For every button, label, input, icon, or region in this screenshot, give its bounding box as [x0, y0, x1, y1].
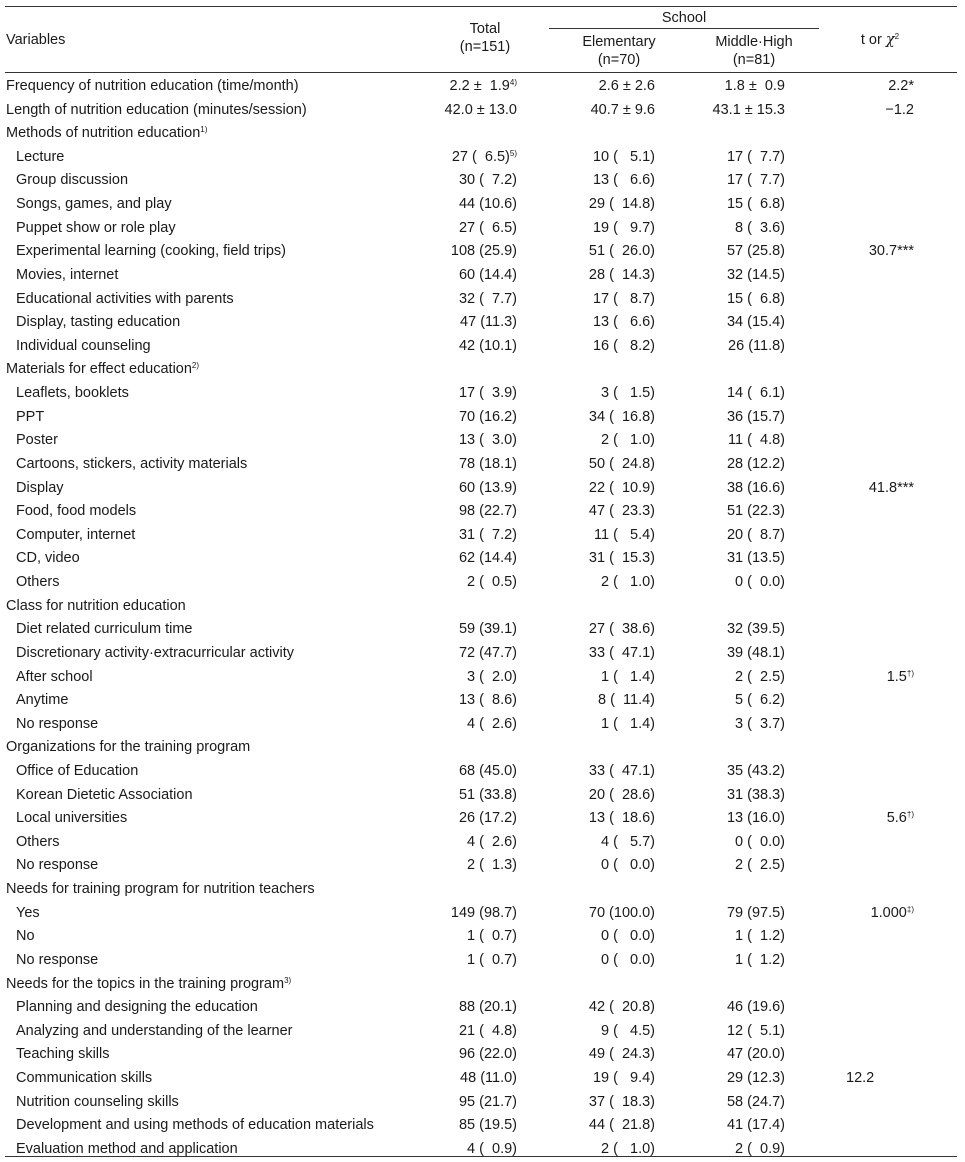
- row-label: Length of nutrition education (minutes/session): [6, 102, 307, 118]
- cell-middle-high: 34 (15.4): [726, 314, 785, 330]
- cell-middle-high: 3 ( 3.7): [735, 716, 785, 732]
- cell-middle-high: 32 (39.5): [726, 621, 785, 637]
- cell-total: 70 (16.2): [458, 409, 517, 425]
- top-rule: [5, 6, 957, 7]
- row-label: No response: [16, 857, 99, 873]
- table-row: [0, 833, 965, 851]
- table-row: [0, 384, 965, 402]
- cell-total: 62 (14.4): [458, 550, 517, 566]
- cell-total: 48 (11.0): [460, 1070, 517, 1086]
- row-label: Methods of nutrition education$^{1)}$: [6, 125, 208, 141]
- row-label: No: [16, 928, 35, 944]
- table-row: [0, 1022, 965, 1040]
- cell-total: 98 (22.7): [458, 503, 517, 519]
- header-stat: [830, 31, 930, 49]
- cell-middle-high: 1.8 ± 0.9: [724, 78, 785, 94]
- table-row: [0, 242, 965, 260]
- row-label: Needs for the topics in the training program$^{3)}$: [6, 976, 292, 992]
- cell-total: 60 (13.9): [458, 480, 517, 496]
- cell-middle-high: 46 (19.6): [726, 999, 785, 1015]
- cell-total: 2 ( 0.5): [467, 574, 517, 590]
- cell-middle-high: 29 (12.3): [726, 1070, 785, 1086]
- table-row: [0, 856, 965, 874]
- table-row: [0, 951, 965, 969]
- row-label: After school: [16, 669, 93, 685]
- cell-total: 13 ( 3.0): [458, 432, 517, 448]
- row-label: Group discussion: [16, 172, 129, 188]
- header-variables: Variables: [6, 32, 66, 48]
- row-label: Local universities: [16, 810, 128, 826]
- cell-total: 78 (18.1): [458, 456, 517, 472]
- row-label: Leaflets, booklets: [16, 385, 129, 401]
- cell-middle-high: 51 (22.3): [726, 503, 785, 519]
- table-row: [0, 927, 965, 945]
- cell-middle-high: 39 (48.1): [726, 645, 785, 661]
- table-row: [0, 644, 965, 662]
- cell-total: 72 (47.7): [458, 645, 517, 661]
- cell-middle-high: 31 (13.5): [726, 550, 785, 566]
- header-stat-sup: 2: [894, 32, 900, 41]
- cell-elementary: 50 ( 24.8): [588, 456, 655, 472]
- row-label: Songs, games, and play: [16, 196, 172, 212]
- header-middle-high: Middle·High: [715, 34, 793, 50]
- cell-total: 27 ( 6.5)$^{5)}$: [451, 149, 517, 165]
- table-row: [0, 195, 965, 213]
- cell-total: 44 (10.6): [458, 196, 517, 212]
- cell-middle-high: 20 ( 8.7): [726, 527, 785, 543]
- row-label: Experimental learning (cooking, field trips): [16, 243, 286, 259]
- row-label: Office of Education: [16, 763, 139, 779]
- cell-middle-high: 13 (16.0): [726, 810, 785, 826]
- cell-total: 26 (17.2): [458, 810, 517, 826]
- cell-total: 4 ( 0.9): [467, 1141, 517, 1157]
- cell-middle-high: 31 (38.3): [726, 787, 785, 803]
- label-footnote-marker: 1): [200, 125, 208, 134]
- cell-middle-high: 15 ( 6.8): [726, 291, 785, 307]
- cell-elementary: 17 ( 8.7): [592, 291, 655, 307]
- row-label: CD, video: [16, 550, 80, 566]
- cell-total: 2.2 ± 1.9$^{4)}$: [449, 78, 517, 94]
- cell-middle-high: 1 ( 1.2): [735, 952, 785, 968]
- header-stat-chi: χ: [885, 32, 895, 48]
- cell-middle-high: 12 ( 5.1): [726, 1023, 785, 1039]
- header-total-n: (n=151): [459, 39, 511, 55]
- cell-elementary: 51 ( 26.0): [588, 243, 655, 259]
- cell-total: 42.0 ± 13.0: [444, 102, 517, 118]
- cell-total: 17 ( 3.9): [458, 385, 517, 401]
- section-row: [0, 597, 965, 615]
- cell-elementary: 13 ( 6.6): [592, 314, 655, 330]
- row-label: Needs for training program for nutrition teachers: [6, 881, 315, 897]
- cell-elementary: 8 ( 11.4): [598, 692, 655, 708]
- row-label: Communication skills: [16, 1070, 153, 1086]
- cell-elementary: 40.7 ± 9.6: [590, 102, 655, 118]
- cell-elementary: 1 ( 1.4): [601, 669, 655, 685]
- stat-footnote-marker: †): [906, 669, 914, 678]
- label-footnote-marker: 2): [191, 361, 200, 370]
- table-row: [0, 171, 965, 189]
- cell-statistic: 1.000‡): [870, 905, 914, 921]
- row-label: Materials for effect education$^{2)}$: [6, 361, 200, 377]
- row-label: Development and using methods of education materials: [16, 1117, 374, 1133]
- table-row: [0, 620, 965, 638]
- cell-elementary: 3 ( 1.5): [601, 385, 655, 401]
- table-row: [0, 1069, 965, 1087]
- cell-elementary: 20 ( 28.6): [588, 787, 655, 803]
- table-row: [0, 904, 965, 922]
- cell-middle-high: 38 (16.6): [726, 480, 785, 496]
- section-row: [0, 77, 965, 95]
- cell-elementary: 16 ( 8.2): [592, 338, 655, 354]
- cell-middle-high: 57 (25.8): [726, 243, 785, 259]
- cell-elementary: 13 ( 18.6): [588, 810, 655, 826]
- cell-total: 32 ( 7.7): [458, 291, 517, 307]
- row-label: Yes: [16, 905, 40, 921]
- table-row: [0, 526, 965, 544]
- cell-elementary: 22 ( 10.9): [588, 480, 655, 496]
- cell-statistic: 30.7***: [868, 243, 914, 259]
- cell-elementary: 31 ( 15.3): [588, 550, 655, 566]
- cell-middle-high: 1 ( 1.2): [735, 928, 785, 944]
- cell-elementary: 19 ( 9.4): [592, 1070, 655, 1086]
- cell-statistic: 5.6†): [886, 810, 914, 826]
- cell-middle-high: 17 ( 7.7): [726, 149, 785, 165]
- cell-elementary: 44 ( 21.8): [588, 1117, 655, 1133]
- row-label: Lecture: [16, 149, 65, 165]
- cell-middle-high: 2 ( 2.5): [735, 669, 785, 685]
- cell-total: 1 ( 0.7): [467, 928, 517, 944]
- table-row: [0, 573, 965, 591]
- row-label: Nutrition counseling skills: [16, 1094, 179, 1110]
- cell-middle-high: 43.1 ± 15.3: [712, 102, 785, 118]
- cell-middle-high: 28 (12.2): [726, 456, 785, 472]
- table-row: [0, 455, 965, 473]
- cell-total: 27 ( 6.5): [458, 220, 517, 236]
- cell-statistic: 12.2: [846, 1070, 875, 1086]
- row-label: Educational activities with parents: [16, 291, 234, 307]
- label-footnote-marker: 3): [284, 976, 292, 985]
- cell-elementary: 13 ( 6.6): [592, 172, 655, 188]
- cell-elementary: 11 ( 5.4): [594, 527, 655, 543]
- school-span-rule: [549, 28, 819, 29]
- table-row: [0, 786, 965, 804]
- section-row: [0, 360, 965, 378]
- table-row: [0, 1045, 965, 1063]
- cell-middle-high: 79 (97.5): [726, 905, 785, 921]
- cell-middle-high: 0 ( 0.0): [735, 574, 785, 590]
- table-row: [0, 549, 965, 567]
- section-row: [0, 738, 965, 756]
- table-row: [0, 502, 965, 520]
- cell-statistic: −1.2: [885, 102, 914, 118]
- total-footnote-marker: 4): [509, 78, 517, 87]
- row-label: Korean Dietetic Association: [16, 787, 193, 803]
- table-row: [0, 479, 965, 497]
- row-label: PPT: [16, 409, 45, 425]
- row-label: Organizations for the training program: [6, 739, 251, 755]
- cell-elementary: 33 ( 47.1): [588, 645, 655, 661]
- cell-elementary: 34 ( 16.8): [588, 409, 655, 425]
- row-label: No response: [16, 952, 99, 968]
- table-row: [0, 668, 965, 686]
- cell-middle-high: 36 (15.7): [726, 409, 785, 425]
- row-label: Class for nutrition education: [6, 598, 186, 614]
- table-row: [0, 691, 965, 709]
- cell-elementary: 2 ( 1.0): [601, 432, 655, 448]
- cell-middle-high: 32 (14.5): [726, 267, 785, 283]
- cell-total: 96 (22.0): [458, 1046, 517, 1062]
- row-label: Computer, internet: [16, 527, 136, 543]
- cell-elementary: 9 ( 4.5): [601, 1023, 655, 1039]
- cell-middle-high: 58 (24.7): [726, 1094, 785, 1110]
- table-row: [0, 1093, 965, 1111]
- cell-total: 42 (10.1): [458, 338, 517, 354]
- row-label: Individual counseling: [16, 338, 151, 354]
- cell-elementary: 2 ( 1.0): [601, 574, 655, 590]
- cell-total: 3 ( 2.0): [467, 669, 517, 685]
- cell-elementary: 2.6 ± 2.6: [598, 78, 655, 94]
- cell-middle-high: 14 ( 6.1): [726, 385, 785, 401]
- cell-middle-high: 5 ( 6.2): [735, 692, 785, 708]
- header-bottom-rule: [5, 72, 957, 73]
- cell-total: 88 (20.1): [458, 999, 517, 1015]
- table-row: [0, 219, 965, 237]
- table-row: [0, 266, 965, 284]
- row-label: Display, tasting education: [16, 314, 181, 330]
- cell-elementary: 37 ( 18.3): [588, 1094, 655, 1110]
- cell-total: 51 (33.8): [458, 787, 517, 803]
- row-label: Others: [16, 834, 60, 850]
- header-middle-high-n: (n=81): [732, 52, 776, 68]
- cell-total: 85 (19.5): [458, 1117, 517, 1133]
- cell-total: 108 (25.9): [450, 243, 517, 259]
- cell-total: 149 (98.7): [450, 905, 517, 921]
- cell-total: 4 ( 2.6): [467, 716, 517, 732]
- table-row: [0, 1116, 965, 1134]
- table-row: [0, 313, 965, 331]
- row-label: Frequency of nutrition education (time/month): [6, 78, 299, 94]
- row-label: Teaching skills: [16, 1046, 110, 1062]
- cell-elementary: 33 ( 47.1): [588, 763, 655, 779]
- cell-statistic: 41.8***: [868, 480, 914, 496]
- table-row: [0, 762, 965, 780]
- table-row: [0, 148, 965, 166]
- header-elementary: Elementary: [582, 34, 656, 50]
- row-label: Poster: [16, 432, 58, 448]
- cell-middle-high: 2 ( 0.9): [735, 1141, 785, 1157]
- cell-elementary: 70 (100.0): [588, 905, 655, 921]
- cell-statistic: 2.2*: [888, 78, 914, 94]
- cell-total: 21 ( 4.8): [458, 1023, 517, 1039]
- cell-total: 13 ( 8.6): [458, 692, 517, 708]
- table-row: [0, 337, 965, 355]
- header-total: Total: [469, 21, 501, 37]
- cell-elementary: 49 ( 24.3): [588, 1046, 655, 1062]
- cell-total: 47 (11.3): [460, 314, 517, 330]
- cell-middle-high: 2 ( 2.5): [735, 857, 785, 873]
- section-row: [0, 124, 965, 142]
- cell-statistic: 1.5†): [886, 669, 914, 685]
- row-label: Puppet show or role play: [16, 220, 176, 236]
- cell-total: 30 ( 7.2): [458, 172, 517, 188]
- cell-total: 1 ( 0.7): [467, 952, 517, 968]
- table-row: [0, 290, 965, 308]
- cell-middle-high: 8 ( 3.6): [735, 220, 785, 236]
- cell-elementary: 0 ( 0.0): [601, 857, 655, 873]
- cell-middle-high: 0 ( 0.0): [735, 834, 785, 850]
- stat-footnote-marker: †): [906, 810, 914, 819]
- cell-elementary: 0 ( 0.0): [601, 952, 655, 968]
- row-label: Movies, internet: [16, 267, 119, 283]
- row-label: Planning and designing the education: [16, 999, 258, 1015]
- stat-footnote-marker: ‡): [906, 905, 914, 914]
- cell-elementary: 29 ( 14.8): [588, 196, 655, 212]
- row-label: Diet related curriculum time: [16, 621, 193, 637]
- header-elementary-n: (n=70): [597, 52, 641, 68]
- cell-total: 68 (45.0): [458, 763, 517, 779]
- cell-elementary: 27 ( 38.6): [588, 621, 655, 637]
- row-label: Food, food models: [16, 503, 137, 519]
- cell-middle-high: 15 ( 6.8): [726, 196, 785, 212]
- cell-middle-high: 11 ( 4.8): [728, 432, 785, 448]
- total-footnote-marker: 5): [509, 149, 517, 158]
- row-label: Display: [16, 480, 64, 496]
- cell-total: 31 ( 7.2): [458, 527, 517, 543]
- cell-elementary: 0 ( 0.0): [601, 928, 655, 944]
- table-row: [0, 715, 965, 733]
- cell-total: 2 ( 1.3): [467, 857, 517, 873]
- section-row: [0, 880, 965, 898]
- cell-elementary: 19 ( 9.7): [592, 220, 655, 236]
- table-row: [0, 998, 965, 1016]
- cell-total: 59 (39.1): [458, 621, 517, 637]
- cell-total: 60 (14.4): [458, 267, 517, 283]
- table-row: [0, 408, 965, 426]
- cell-total: 95 (21.7): [458, 1094, 517, 1110]
- row-label: Cartoons, stickers, activity materials: [16, 456, 248, 472]
- section-row: [0, 101, 965, 119]
- header-stat-t: t or: [860, 32, 886, 48]
- cell-elementary: 2 ( 1.0): [601, 1141, 655, 1157]
- cell-elementary: 42 ( 20.8): [588, 999, 655, 1015]
- cell-middle-high: 41 (17.4): [726, 1117, 785, 1133]
- cell-middle-high: 26 (11.8): [728, 338, 785, 354]
- table-row: [0, 431, 965, 449]
- cell-elementary: 10 ( 5.1): [592, 149, 655, 165]
- header-school: School: [661, 10, 707, 26]
- row-label: Evaluation method and application: [16, 1141, 238, 1157]
- cell-middle-high: 35 (43.2): [726, 763, 785, 779]
- section-row: [0, 975, 965, 993]
- cell-elementary: 4 ( 5.7): [601, 834, 655, 850]
- cell-elementary: 28 ( 14.3): [588, 267, 655, 283]
- cell-elementary: 1 ( 1.4): [601, 716, 655, 732]
- cell-total: 4 ( 2.6): [467, 834, 517, 850]
- row-label: Anytime: [16, 692, 69, 708]
- cell-elementary: 47 ( 23.3): [588, 503, 655, 519]
- cell-middle-high: 17 ( 7.7): [726, 172, 785, 188]
- row-label: No response: [16, 716, 99, 732]
- table-row: [0, 1140, 965, 1158]
- cell-middle-high: 47 (20.0): [726, 1046, 785, 1062]
- row-label: Others: [16, 574, 60, 590]
- table-row: [0, 809, 965, 827]
- row-label: Analyzing and understanding of the learner: [16, 1023, 293, 1039]
- row-label: Discretionary activity·extracurricular activity: [16, 645, 294, 661]
